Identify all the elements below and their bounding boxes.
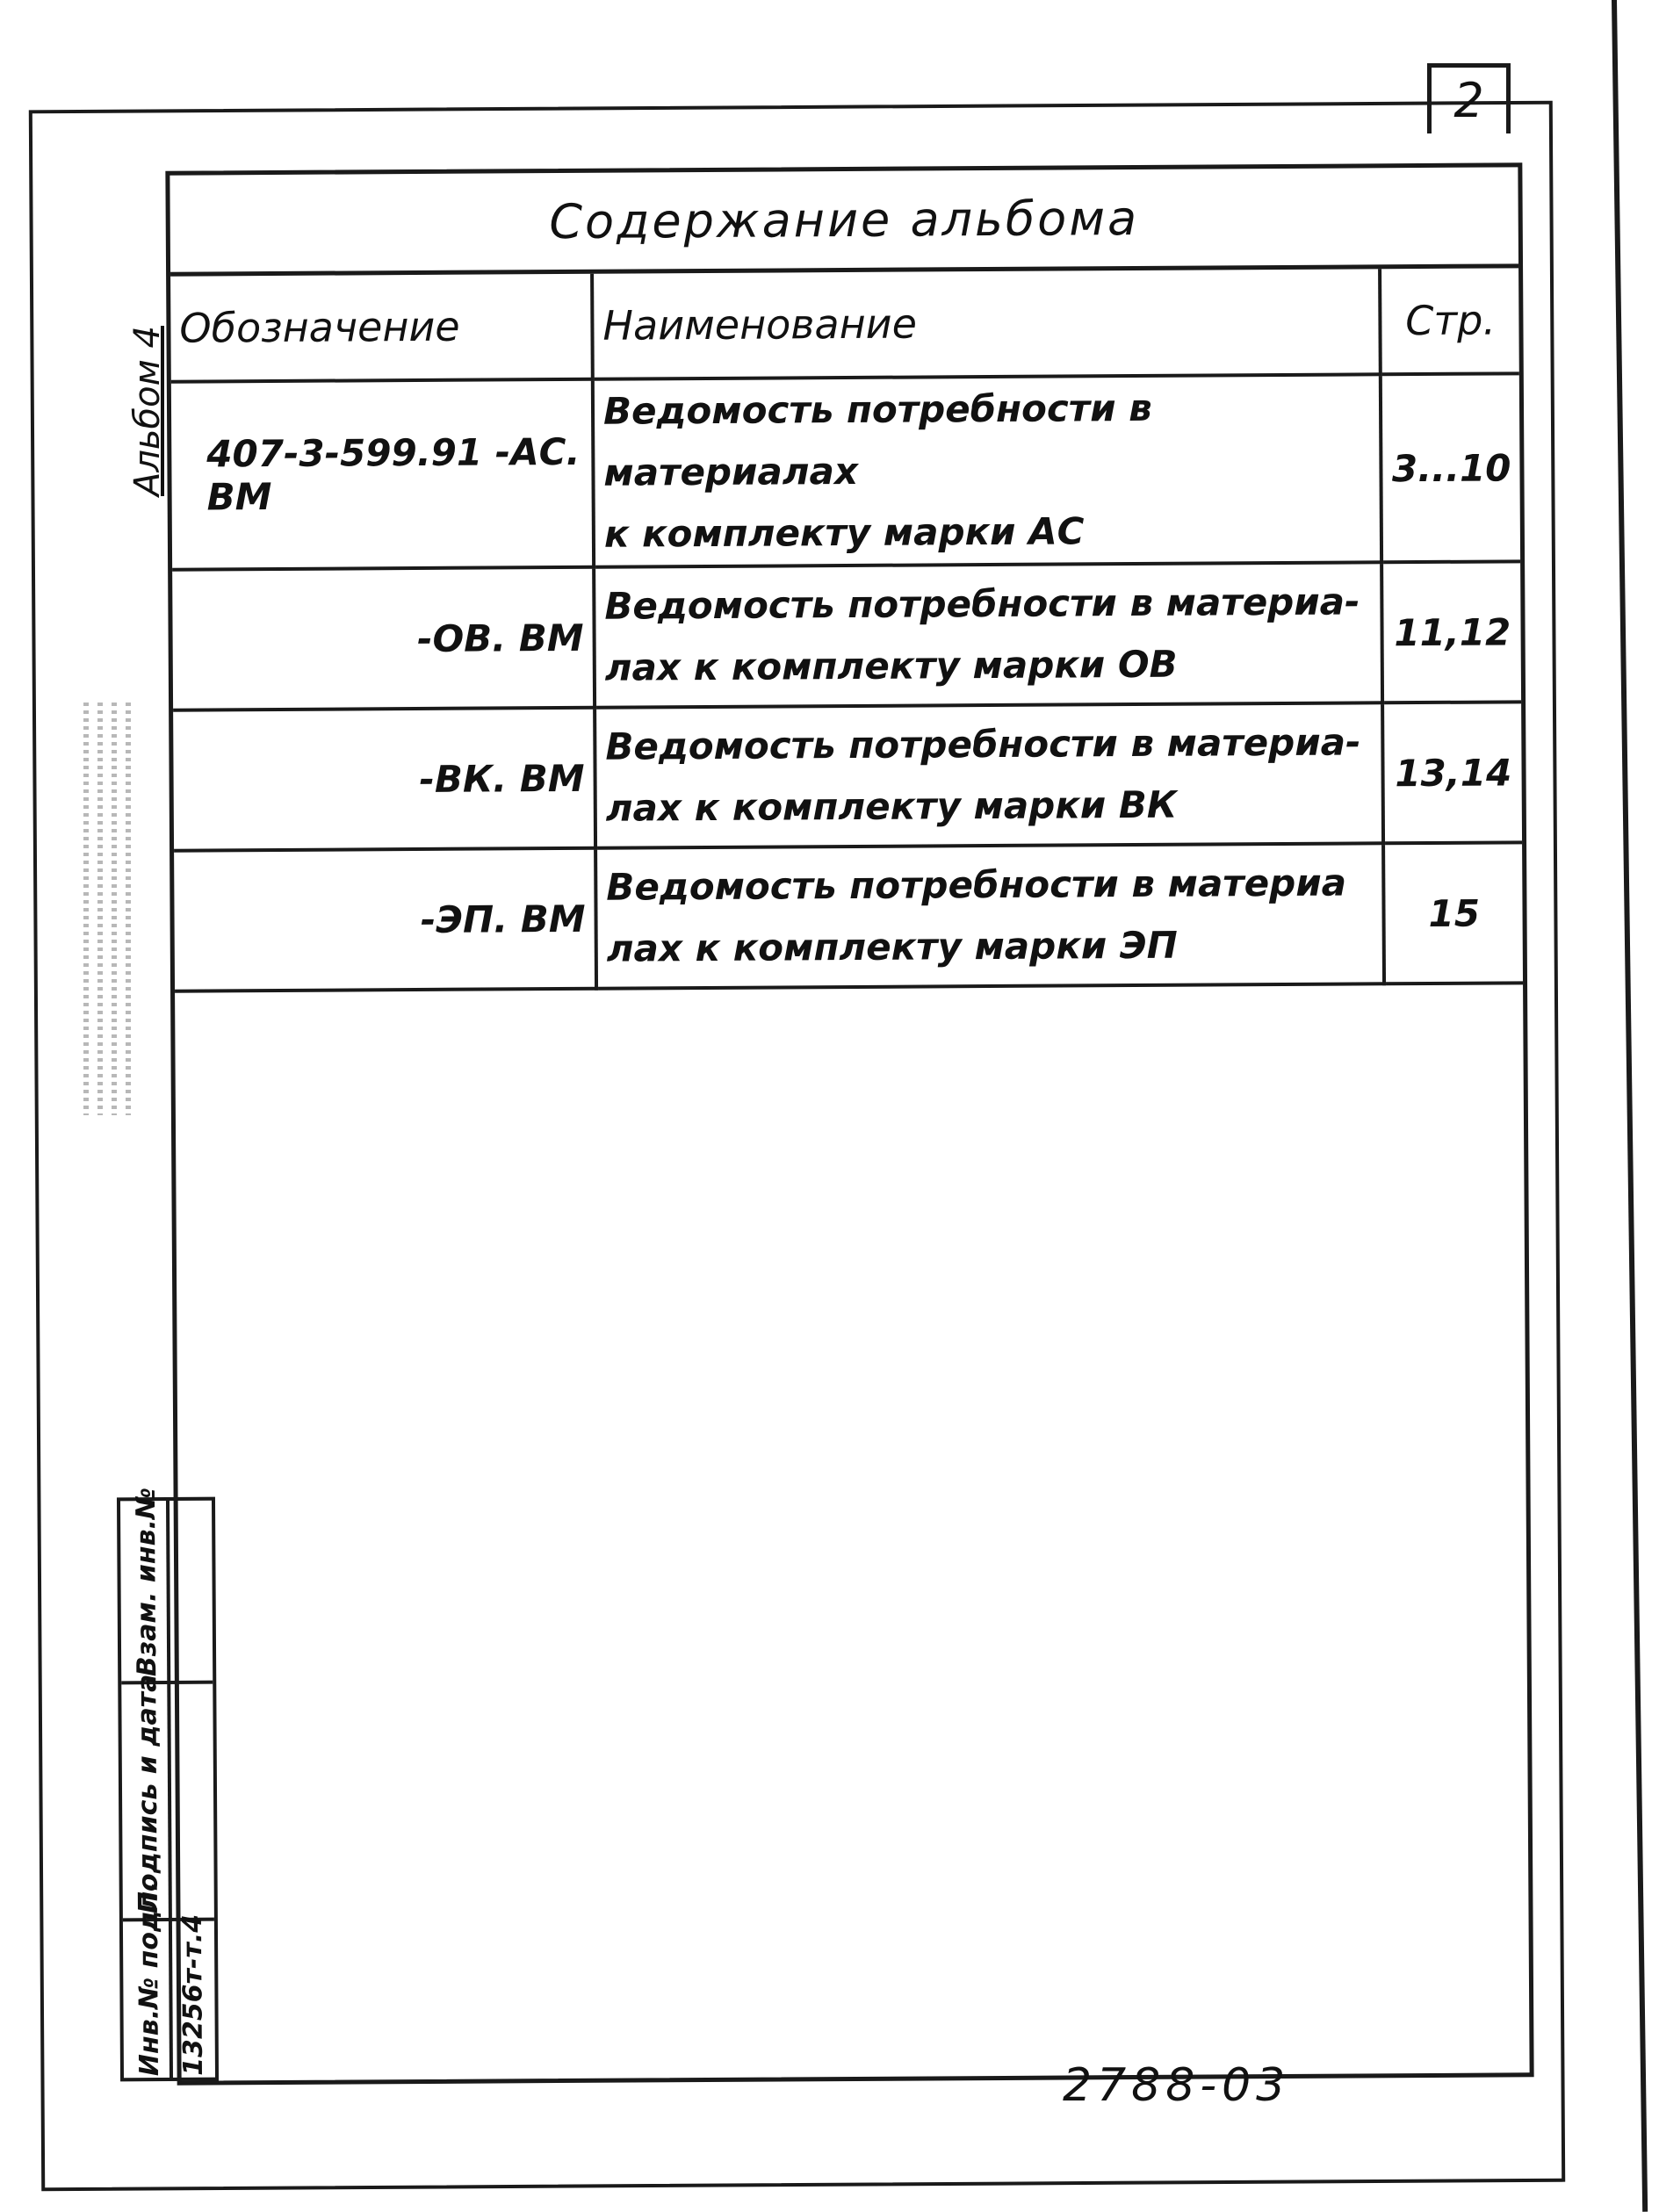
row-page: 15 [1384,842,1524,984]
stamp-inv-podl-value: 13256т-т.4 [177,1913,209,2076]
stamp-vzam-inv-label: Взам. инв.№ [130,1487,163,1677]
faded-approval-stamp [83,703,167,1115]
table-row [174,842,1523,991]
row-name-line: лах к комплекту марки ЭП [606,923,1178,970]
table-row [173,702,1522,850]
contents-table [170,268,1523,992]
header-designation: Обозначение [170,274,593,382]
row-name [595,843,1384,988]
table-row [172,561,1521,710]
album-label: Альбом 4 [127,326,168,496]
side-stamp-block [117,1487,219,2082]
stamp-signature-date-label: Подпись и дата [132,1674,164,1914]
footer-number: 2788-03 [1063,2059,1291,2112]
row-page: 11,12 [1382,561,1522,703]
row-name [595,703,1383,847]
row-designation: 407-3-599.91 -АС. ВМ [171,379,594,570]
row-name-line: лах к комплекту марки ОВ [604,642,1178,689]
row-name [594,562,1382,707]
row-name-line: лах к комплекту марки ВК [605,782,1178,830]
row-name-line: Ведомость потребности в материа- [604,580,1360,628]
row-designation: -ОВ. ВМ [172,567,595,710]
page-number: 2 [1427,63,1511,133]
row-name-line: Ведомость потребности в материа [606,861,1347,909]
row-page: 3...10 [1381,373,1520,562]
row-designation: -ВК. ВМ [173,708,595,851]
header-page: Стр. [1381,268,1519,374]
row-name-line: к комплекту марки АС [603,509,1085,556]
row-designation: -ЭП. ВМ [174,848,596,991]
stamp-inv-podl-label: Инв.№ подл. [133,1881,165,2077]
contents-title: Содержание альбома [170,167,1518,276]
faded-stamp-line [97,703,103,1115]
contents-frame [165,162,1533,2085]
row-name-line: Ведомость потребности в материа- [605,720,1361,768]
header-name: Наименование [592,269,1381,378]
row-name-line: Ведомость потребности в материалах [602,385,1152,494]
faded-stamp-line [126,703,131,1115]
row-name [593,374,1382,566]
faded-stamp-line [112,703,117,1115]
faded-stamp-line [83,703,89,1115]
row-page: 13,14 [1383,702,1523,843]
table-row [171,373,1520,569]
sheet-edge-line [1612,0,1648,2212]
table-header-row [170,268,1519,381]
